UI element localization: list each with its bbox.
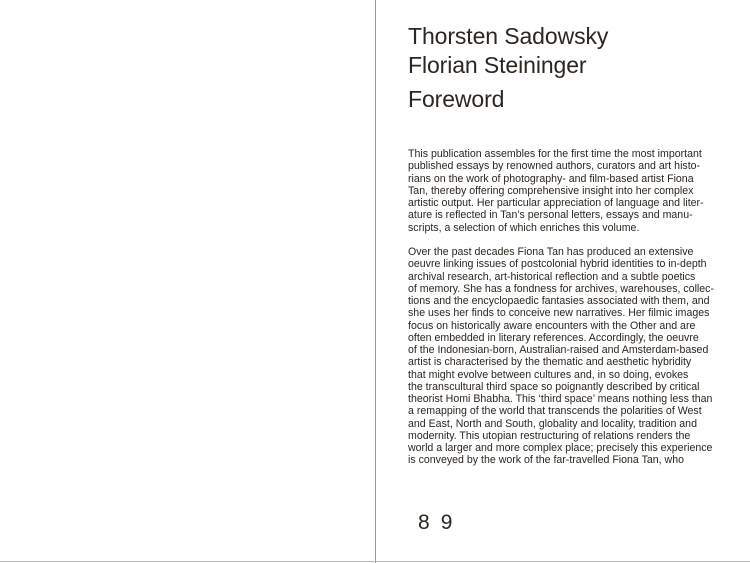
text-line: oeuvre linking issues of postcolonial hybrid identities to in-depth (408, 258, 707, 271)
text-line: is conveyed by the work of the far-travelled Fiona Tan, who (408, 454, 684, 467)
right-page (376, 0, 750, 563)
text-line: artist is characterised by the thematic and aesthetic hybridity (408, 356, 692, 369)
text-line: This publication assembles for the first time the most important (408, 148, 702, 160)
text-line: artistic output. Her particular appreciation of language and liter- (408, 197, 704, 209)
paragraph-1 (408, 148, 723, 234)
chapter-title: Foreword (408, 86, 505, 112)
text-line: archival research, art-historical reflection and a subtle poetics (408, 270, 696, 283)
text-line: tions and the encyclopaedic fantasies associated with them, and (408, 295, 710, 307)
text-line: a remapping of the world that transcends the polarities of West (408, 405, 702, 418)
text-line: that might evolve between cultures and, in so doing, evokes (408, 368, 689, 381)
text-line: she uses her finds to conceive new narratives. Her filmic images (408, 307, 710, 320)
text-line: and East, North and South, globality and locality, tradition and (408, 417, 697, 430)
author-name: Thorsten Sadowsky (408, 23, 609, 49)
text-line: Tan, thereby offering comprehensive insight into her complex (408, 184, 694, 197)
text-line: world a larger and more complex place; precisely this experience (408, 442, 713, 454)
paragraph-2 (408, 246, 723, 467)
text-line: of the Indonesian-born, Australian-raised and Amsterdam-based (408, 344, 709, 356)
text-line: the transcultural third space so poignantly described by critical (408, 380, 700, 393)
body-text (408, 148, 723, 467)
text-line: ature is reflected in Tan’s personal letters, essays and manu- (408, 209, 693, 222)
text-line: scripts, a selection of which enriches this volume. (408, 221, 640, 234)
text-line: rians on the work of photography- and film-based artist Fiona (408, 172, 694, 185)
text-line: focus on historically aware encounters with the Other and are (408, 319, 696, 332)
page-numbers (418, 510, 463, 536)
chapter-heading (408, 22, 608, 114)
text-line: Over the past decades Fiona Tan has produced an extensive (408, 246, 694, 258)
page-number-right: 9 (440, 511, 454, 534)
text-line: often embedded in literary references. Accordingly, the oeuvre (408, 331, 699, 344)
text-line: theorist Homi Bhabha. This ‘third space’ means nothing less than (408, 393, 713, 405)
text-line: modernity. This utopian restructuring of relations renders the (408, 429, 691, 442)
page-bottom-edge (0, 561, 750, 562)
page-number-left: 8 (418, 511, 431, 534)
text-line: published essays by renowned authors, curators and art histo- (408, 160, 701, 173)
text-line: of memory. She has a fondness for archives, warehouses, collec- (408, 282, 714, 295)
author-name: Florian Steininger (408, 51, 587, 78)
